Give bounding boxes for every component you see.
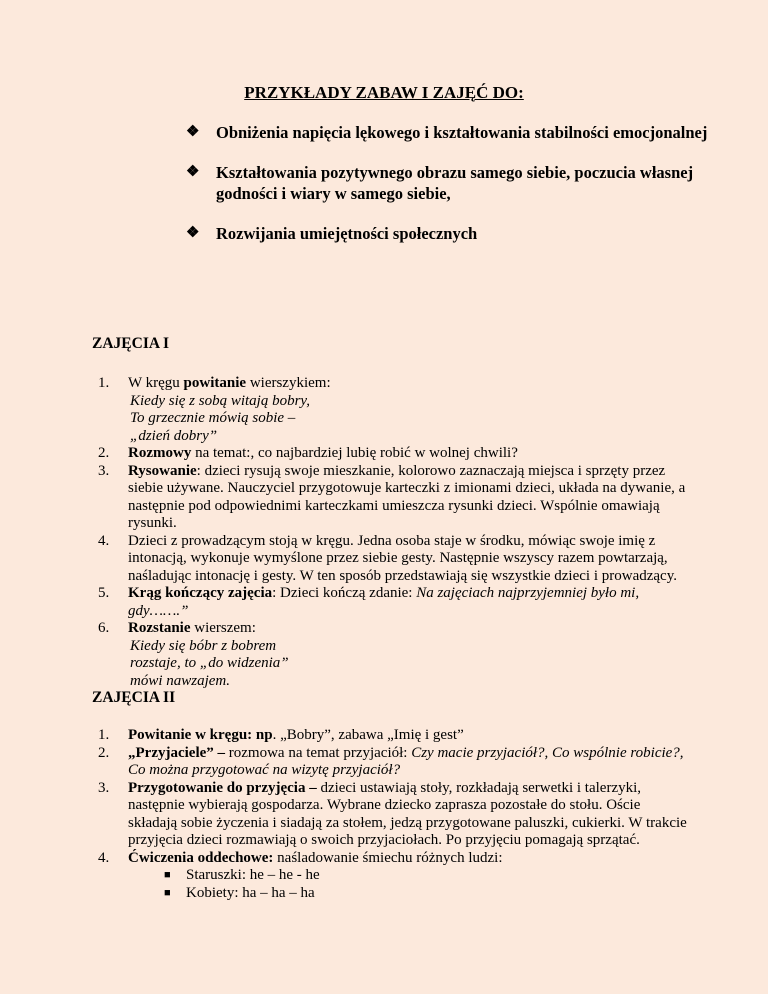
item-italic-text: Na zajęciach najprzyjemniej było mi, gdy…….”	[128, 585, 640, 619]
list-item	[92, 533, 692, 586]
item-text: dzieci ustawiają stoły, rozkładają serwetki i talerzyki, następnie wybierają gospodarza. Wybrane dziecko zaprasza pozostałe do stołu. Oście składają sobie życzenia i siadają za stołem, jedzą przygotowane paluszki, cukierki. W trakcie przyjęcia dzieci rozmawiają o swoich przyjaciołach. Po przyjęciu pomagają sprzątać.	[128, 779, 687, 848]
item-text: naśladowanie śmiechu różnych ludzi:	[273, 849, 503, 866]
item-text: wierszem:	[190, 620, 256, 636]
item-text: : dzieci rysują swoje mieszkanie, kolorowo zaznaczają miejsca i sprzęty przez siebie używane. Nauczyciel przygotowuje karteczki z imionami dzieci, układa na dywanie, a następnie pod odpowiednimi karteczkami umieszcza rysunki dzieci. Wspólnie omawiają rysunki.	[128, 462, 686, 531]
section-heading-zajecia-2: ZAJĘCIA II	[92, 689, 176, 706]
goals-list	[186, 122, 716, 263]
poem-line: mówi nawzajem.	[130, 672, 231, 689]
item-bold-text: Powitanie w kręgu: np	[128, 727, 273, 743]
section-heading-zajecia-1: ZAJĘCIA I	[92, 335, 170, 352]
list-item	[92, 850, 692, 903]
item-bold-text: Rozmowy	[128, 445, 192, 461]
item-italic-text: Czy macie przyjaciół?, Co wspólnie robicie?, Co można przygotować na wizytę przyjaciół?	[128, 744, 684, 778]
item-text: wierszykiem:	[246, 375, 331, 391]
item-text: . „Bobry”, zabawa „Imię i gest”	[272, 727, 464, 743]
item-text: na temat:, co najbardziej lubię robić w wolnej chwili?	[191, 445, 518, 461]
poem	[128, 393, 692, 446]
item-number: 1.	[98, 727, 110, 743]
item-bold-text: Krąg kończący zajęcia	[128, 585, 273, 601]
poem	[128, 638, 692, 691]
diamond-bullet-icon: ❖	[186, 124, 200, 140]
sub-item-text: Kobiety: ha – ha – ha	[186, 884, 315, 901]
list-item	[92, 463, 692, 533]
item-bold-text: Przygotowanie do przyjęcia –	[128, 779, 317, 796]
item-number: 4.	[98, 849, 110, 866]
item-text: : Dzieci kończą zdanie:	[272, 585, 417, 601]
sub-item-text: Staruszki: he – he - he	[186, 867, 320, 883]
diamond-bullet-icon: ❖	[186, 225, 200, 241]
poem-line: rozstaje, to „do widzenia”	[130, 655, 289, 671]
sub-list-item	[128, 867, 692, 885]
item-number: 2.	[98, 445, 110, 461]
goal-item	[186, 223, 716, 244]
item-number: 3.	[98, 779, 110, 796]
list-item	[92, 780, 692, 850]
goal-text: Rozwijania umiejętności społecznych	[216, 224, 478, 243]
goal-item	[186, 122, 716, 143]
item-bold-text: powitanie	[183, 375, 247, 391]
item-number: 2.	[98, 744, 110, 761]
sub-list-item	[128, 885, 692, 903]
item-number: 6.	[98, 620, 110, 636]
list-item	[92, 585, 692, 620]
item-number: 3.	[98, 462, 110, 479]
item-bold-text: Rozstanie	[128, 620, 191, 636]
goal-text: Obniżenia napięcia lękowego i kształtowania stabilności emocjonalnej	[216, 123, 708, 142]
goal-text: Kształtowania pozytywnego obrazu samego siebie, poczucia własnej godności i wiary w samego siebie,	[216, 163, 694, 203]
item-number: 4.	[98, 532, 110, 549]
poem-line: To grzecznie mówią sobie –	[130, 410, 296, 426]
diamond-bullet-icon: ❖	[186, 164, 200, 180]
zajecia-1-list	[92, 375, 692, 690]
item-bold-text: Ćwiczenia oddechowe:	[128, 849, 274, 866]
item-text: W kręgu	[128, 375, 184, 391]
square-bullet-icon: ■	[164, 886, 171, 899]
list-item	[92, 745, 692, 780]
poem-line: Kiedy się bóbr z bobrem	[130, 637, 277, 654]
list-item	[92, 620, 692, 690]
poem-line: „dzień dobry”	[130, 427, 218, 444]
poem-line: Kiedy się z sobą witają bobry,	[130, 392, 310, 409]
item-bold-text: Rysowanie	[128, 462, 197, 479]
item-bold-text: „Przyjaciele” –	[128, 744, 226, 761]
item-number: 1.	[98, 375, 110, 391]
zajecia-2-list	[92, 727, 692, 902]
list-item	[92, 375, 692, 445]
sub-list	[128, 867, 692, 902]
page-title: PRZYKŁADY ZABAW I ZAJĘĆ DO:	[244, 83, 524, 102]
goal-item	[186, 162, 716, 204]
item-text: rozmowa na temat przyjaciół:	[225, 744, 412, 761]
square-bullet-icon: ■	[164, 869, 171, 881]
list-item	[92, 727, 692, 745]
item-text: Dzieci z prowadzącym stoją w kręgu. Jedna osoba staje w środku, mówiąc swoje imię z intonacją, wykonuje wymyślone przez siebie gesty. Następnie wszyscy razem powtarzają, naśladując intonację i gesty. W ten sposób przedstawiają się wszystkie dzieci i prowadzący.	[128, 532, 677, 584]
item-number: 5.	[98, 585, 110, 601]
list-item	[92, 445, 692, 463]
